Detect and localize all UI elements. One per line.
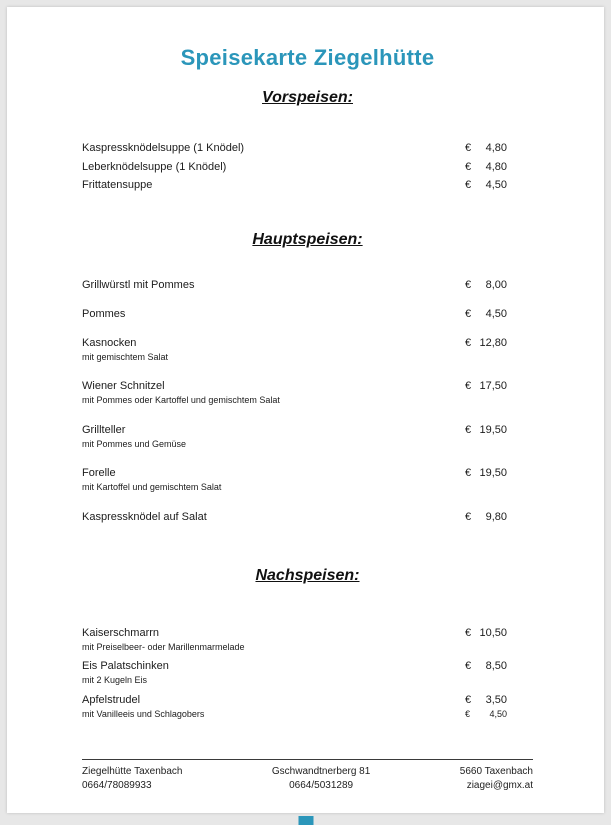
price-amount: 4,50 (485, 179, 507, 191)
page-footer (82, 759, 533, 793)
price-amount: 12,80 (479, 336, 507, 349)
section-nachspeisen (82, 567, 533, 721)
item-price (465, 708, 507, 721)
item-description: mit 2 Kugeln Eis (82, 675, 148, 685)
item-price (465, 139, 507, 158)
item-name: Eis Palatschinken (82, 660, 169, 672)
currency-symbol: € (465, 307, 472, 320)
section-vorspeisen (82, 89, 533, 195)
item-name: Leberknödelsuppe (1 Knödel) (82, 160, 227, 173)
page-title: Speisekarte Ziegelhütte (180, 45, 435, 70)
price-amount: 4,80 (485, 142, 507, 154)
currency-symbol: € (465, 160, 472, 173)
menu-item (82, 692, 533, 721)
item-price (465, 378, 507, 394)
price-amount: 4,50 (489, 708, 507, 719)
item-price (465, 625, 507, 641)
item-price (465, 692, 507, 708)
item-name: Kaiserschmarrn (82, 626, 160, 639)
business-name: Ziegelhütte Taxenbach (82, 766, 183, 777)
currency-symbol: € (465, 467, 472, 479)
footer-column-left (82, 765, 182, 793)
menu-item (82, 139, 533, 158)
price-amount: 8,50 (485, 660, 507, 672)
phone-number: 0664/78089933 (82, 780, 152, 791)
item-description: mit Pommes und Gemüse (82, 438, 187, 449)
item-name: Kasnocken (82, 336, 137, 349)
currency-symbol: € (465, 336, 472, 349)
item-price (465, 158, 507, 177)
price-amount: 4,80 (485, 160, 507, 173)
price-amount: 19,50 (479, 423, 507, 436)
email-address: ziagei@gmx.at (466, 780, 533, 791)
item-price (465, 335, 507, 351)
currency-symbol: € (465, 179, 472, 191)
section-heading: Hauptspeisen: (252, 230, 363, 248)
price-amount: 8,00 (485, 278, 507, 291)
menu-item (82, 465, 533, 494)
item-name: Forelle (82, 467, 116, 479)
menu-item (82, 658, 533, 687)
currency-symbol: € (465, 510, 472, 523)
item-description: mit Pommes oder Kartoffel und gemischtem Salat (82, 395, 280, 405)
item-name: Pommes (82, 307, 126, 320)
street-address: Gschwandtnerberg 81 (271, 766, 371, 777)
item-price (465, 422, 507, 438)
item-name: Kaspressknödel auf Salat (82, 510, 207, 523)
item-name: Grillwürstl mit Pommes (82, 278, 195, 291)
item-price (465, 658, 507, 674)
menu-item (82, 176, 533, 195)
footer-column-right (460, 765, 533, 793)
item-price (465, 176, 507, 195)
currency-symbol: € (465, 278, 472, 291)
menu-item (82, 335, 533, 364)
price-amount: 3,50 (485, 693, 507, 706)
item-description: mit Preiselbeer- oder Marillenmarmelade (82, 641, 245, 652)
item-description: mit Kartoffel und gemischtem Salat (82, 482, 222, 492)
price-amount: 4,50 (485, 307, 507, 320)
currency-symbol: € (465, 626, 472, 639)
price-amount: 10,50 (479, 626, 507, 639)
currency-symbol: € (465, 423, 472, 436)
item-name: Grillteller (82, 423, 126, 436)
menu-item (82, 158, 533, 177)
section-hauptspeisen (82, 231, 533, 525)
menu-item (82, 277, 533, 293)
currency-symbol: € (465, 380, 472, 392)
section-heading: Nachspeisen: (255, 566, 360, 584)
price-amount: 19,50 (479, 467, 507, 479)
item-price (465, 509, 507, 525)
item-name: Kaspressknödelsuppe (1 Knödel) (82, 142, 245, 154)
item-name: Apfelstrudel (82, 693, 141, 706)
item-price (465, 306, 507, 322)
menu-item (82, 306, 533, 322)
currency-symbol: € (465, 708, 471, 719)
currency-symbol: € (465, 693, 472, 706)
next-page-sliver (298, 816, 313, 825)
item-name: Frittatensuppe (82, 179, 153, 191)
currency-symbol: € (465, 142, 472, 154)
price-amount: 17,50 (479, 380, 507, 392)
item-price (465, 465, 507, 481)
menu-page (7, 7, 604, 813)
menu-item (82, 625, 533, 654)
menu-item (82, 422, 533, 451)
currency-symbol: € (465, 660, 472, 672)
item-description: mit Vanilleeis und Schlagobers (82, 708, 205, 719)
phone-number: 0664/5031289 (289, 780, 354, 791)
footer-column-center (272, 765, 370, 793)
section-heading: Vorspeisen: (262, 89, 353, 106)
item-name: Wiener Schnitzel (82, 380, 165, 392)
item-price (465, 277, 507, 293)
item-description: mit gemischtem Salat (82, 351, 169, 362)
menu-item (82, 378, 533, 407)
menu-item (82, 509, 533, 525)
city: 5660 Taxenbach (459, 766, 533, 777)
price-amount: 9,80 (485, 510, 507, 523)
